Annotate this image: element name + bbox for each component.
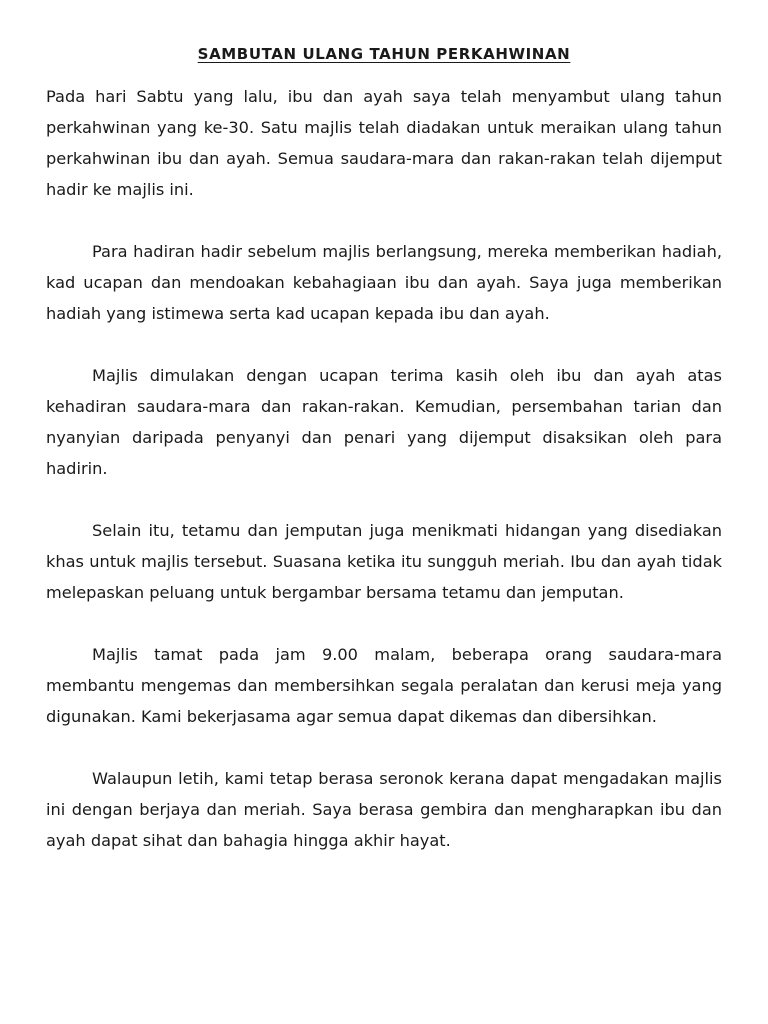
document-title: SAMBUTAN ULANG TAHUN PERKAHWINAN xyxy=(197,45,571,63)
paragraph-2: Para hadiran hadir sebelum majlis berlangsung, mereka memberikan hadiah, kad ucapan dan mendoakan kebahagiaan ibu dan ayah. Saya juga memberikan hadiah yang istimewa serta kad ucapan kepada ibu dan ayah. xyxy=(46,242,722,323)
paragraph-5: Majlis tamat pada jam 9.00 malam, beberapa orang saudara-mara membantu mengemas dan membersihkan segala peralatan dan kerusi meja yang digunakan. Kami bekerjasama agar semua dapat dikemas dan dibersihkan. xyxy=(46,645,722,726)
paragraph-3: Majlis dimulakan dengan ucapan terima kasih oleh ibu dan ayah atas kehadiran saudara-mara dan rakan-rakan. Kemudian, persembahan tarian dan nyanyian daripada penyanyi dan penari yang dijemput disaksikan oleh para hadirin. xyxy=(46,366,722,478)
paragraph-6: Walaupun letih, kami tetap berasa seronok kerana dapat mengadakan majlis ini dengan berjaya dan meriah. Saya berasa gembira dan mengharapkan ibu dan ayah dapat sihat dan bahagia hingga akhir hayat. xyxy=(46,769,722,850)
document-page xyxy=(46,44,722,887)
paragraph-1: Pada hari Sabtu yang lalu, ibu dan ayah saya telah menyambut ulang tahun perkahwinan yang ke-30. Satu majlis telah diadakan untuk meraikan ulang tahun perkahwinan ibu dan ayah. Semua saudara-mara dan rakan-rakan telah dijemput hadir ke majlis ini. xyxy=(46,87,722,199)
paragraph-4: Selain itu, tetamu dan jemputan juga menikmati hidangan yang disediakan khas untuk majlis tersebut. Suasana ketika itu sungguh meriah. Ibu dan ayah tidak melepaskan peluang untuk bergambar bersama tetamu dan jemputan. xyxy=(46,521,722,602)
